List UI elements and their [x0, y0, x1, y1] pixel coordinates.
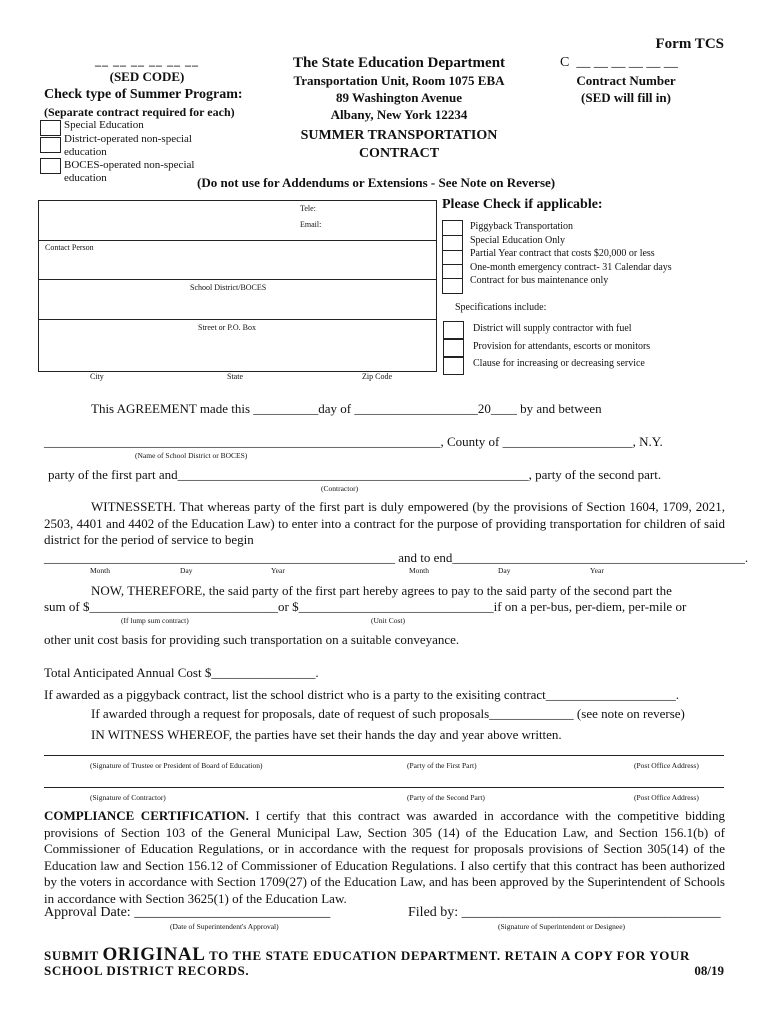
city-label: City [90, 372, 104, 381]
sig-caption: (Party of the Second Part) [407, 793, 485, 802]
rfp-line: If awarded through a request for proposals, date of request of such proposals_____________ (see note on reverse) [91, 706, 685, 721]
tele-label: Tele: [300, 204, 316, 213]
sed-code-blank: __ __ __ __ __ __ [95, 54, 199, 68]
program-boces-checkbox[interactable] [40, 158, 61, 174]
lump-sum-caption: (If lump sum contract) [121, 616, 189, 625]
program-special-ed-label: Special Education [64, 119, 144, 131]
approval-date-line[interactable]: Approval Date: ____________________________ [44, 905, 331, 920]
period-caption: Month [409, 566, 430, 575]
submit-text: SUBMIT [44, 948, 103, 963]
spec-label: District will supply contractor with fuel [473, 323, 632, 334]
special-ed-only-checkbox[interactable] [442, 235, 463, 251]
piggyback-line: If awarded as a piggyback contract, list the school district who is a party to the exisiting contract____________________. [44, 687, 680, 702]
period-caption: Day [180, 566, 193, 575]
form-version: 08/19 [694, 963, 724, 978]
program-boces-label: BOCES-operated non-special education [64, 159, 195, 184]
compliance-text: I certify that this contract was awarded in accordance with the competitive bidding provisions of Section 103 of the General Municipal Law, Section 305 (14) of the Education Law, and Section 156.1(b) of Commissioner of Education Regulations, or in accordance with the request for proposals provisions of Section 305(14) of the Education law and Section 156.12 of Commissioner of Education Regulations. I also certify that this contract has been authorized by the voters in accordance with Section 1709(27) of the Education Law, and has been approved by the Superintendent of Schools in accordance with Section 3625(1) of the Education Law. [44, 808, 725, 906]
program-district-checkbox[interactable] [40, 137, 61, 153]
service-clause-checkbox[interactable] [443, 357, 464, 375]
program-special-ed-checkbox[interactable] [40, 120, 61, 136]
sed-code-label: (SED CODE) [109, 69, 185, 84]
contract-number-blank: C __ __ __ __ __ __ [560, 55, 678, 70]
option-label: Special Education Only [470, 234, 565, 246]
sig-caption: (Signature of Trustee or President of Board of Education) [90, 761, 263, 770]
in-witness-line: IN WITNESS WHEREOF, the parties have set their hands the day and year above written. [91, 727, 562, 742]
agreement-line-2: _____________________________________________________________, County of ____________________, N.Y. [44, 434, 663, 449]
unit-cost-caption: (Unit Cost) [371, 616, 405, 625]
specs-label: Specifications include: [455, 302, 547, 313]
zip-label: Zip Code [362, 372, 392, 381]
separate-contract-note: (Separate contract required for each) [44, 105, 235, 119]
period-caption: Year [590, 566, 604, 575]
street-label: Street or P.O. Box [198, 323, 256, 332]
sig-caption: (Party of the First Part) [407, 761, 477, 770]
period-caption: Year [271, 566, 285, 575]
original-emphasis: ORIGINAL [102, 944, 206, 965]
submit-text: TO THE STATE EDUCATION DEPARTMENT. RETAIN A COPY FOR YOUR [205, 948, 690, 963]
filed-by-line[interactable]: Filed by: _____________________________________ [408, 905, 721, 920]
district-caption: (Name of School District or BOCES) [135, 451, 248, 460]
total-cost-line: Total Anticipated Annual Cost $________________. [44, 665, 319, 680]
sed-fill-label: (SED will fill in) [581, 90, 671, 105]
agreement-line-3: party of the first part and______________________________________________________, party of the second part. [48, 467, 662, 482]
period-line: ______________________________________________________ and to end_____________________________________________. [44, 550, 749, 565]
spec-label: Provision for attendants, escorts or monitors [473, 341, 651, 352]
bus-maintenance-checkbox[interactable] [442, 278, 463, 294]
attendants-checkbox[interactable] [443, 339, 464, 357]
dept-unit: Transportation Unit, Room 1075 EBA [293, 73, 505, 88]
compliance-heading: COMPLIANCE CERTIFICATION. [44, 808, 249, 823]
option-label: Piggyback Transportation [470, 221, 574, 232]
district-field[interactable] [40, 280, 433, 316]
filed-caption: (Signature of Superintendent or Designee) [498, 922, 626, 931]
district-label: School District/BOCES [190, 283, 267, 292]
sig-caption: (Signature of Contractor) [90, 793, 166, 802]
other-unit-line: other unit cost basis for providing such transportation on a suitable conveyance. [44, 632, 460, 647]
contractor-caption: (Contractor) [321, 484, 359, 493]
program-district-label: District-operated non-special education [64, 133, 192, 158]
contact-person-label: Contact Person [45, 243, 94, 252]
piggyback-checkbox[interactable] [442, 220, 463, 236]
signature-line-2[interactable] [44, 787, 724, 788]
witnesseth-paragraph: WITNESSETH. That whereas party of the first part is duly empowered (by the provisions of Section 1604, 1709, 2021, 2503, 4401 and 4402 of the Education Law) to enter into a contract for the purpose of providing transportation for children of said district for the period of service to begin [44, 499, 725, 547]
approval-caption: (Date of Superintendent's Approval) [170, 922, 279, 931]
email-label: Email: [300, 220, 322, 229]
option-label: Contract for bus maintenance only [470, 275, 609, 286]
compliance-paragraph [44, 808, 725, 907]
sig-caption: (Post Office Address) [634, 793, 699, 802]
state-label: State [227, 372, 243, 381]
now-therefore-line-2: sum of $_____________________________or $______________________________if on a per-bus, per-diem, per-mile or [44, 599, 687, 614]
now-therefore-line-1: NOW, THEREFORE, the said party of the first part hereby agrees to pay to the said party of the second part the [91, 583, 672, 598]
submit-instruction-2: SCHOOL DISTRICT RECORDS. [44, 963, 250, 978]
contract-number-label: Contract Number [576, 73, 676, 88]
addendum-note: (Do not use for Addendums or Extensions - See Note on Reverse) [197, 175, 556, 190]
option-label: One-month emergency contract- 31 Calendar days [470, 261, 672, 273]
contract-title-1: SUMMER TRANSPORTATION [300, 128, 498, 143]
dept-name: The State Education Department [292, 55, 506, 71]
spec-label: Clause for increasing or decreasing service [473, 358, 645, 369]
fuel-checkbox[interactable] [443, 321, 464, 339]
agreement-line-1: This AGREEMENT made this __________day of ___________________20____ by and between [91, 401, 602, 416]
street-field[interactable] [40, 320, 433, 368]
tele-field[interactable] [300, 202, 430, 216]
form-id: Form TCS [655, 36, 724, 52]
period-caption: Month [90, 566, 111, 575]
dept-street: 89 Washington Avenue [336, 90, 462, 105]
check-type-label: Check type of Summer Program: [44, 87, 243, 102]
applicable-title: Please Check if applicable: [442, 197, 603, 212]
period-caption: Day [498, 566, 511, 575]
applicable-options [470, 220, 672, 288]
sig-caption: (Post Office Address) [634, 761, 699, 770]
contract-title-2: CONTRACT [358, 146, 440, 161]
option-label: Partial Year contract that costs $20,000 or less [470, 248, 655, 259]
signature-line-1[interactable] [44, 755, 724, 756]
email-field[interactable] [300, 218, 430, 232]
contact-person-field[interactable] [40, 241, 433, 277]
dept-city: Albany, New York 12234 [330, 107, 468, 122]
